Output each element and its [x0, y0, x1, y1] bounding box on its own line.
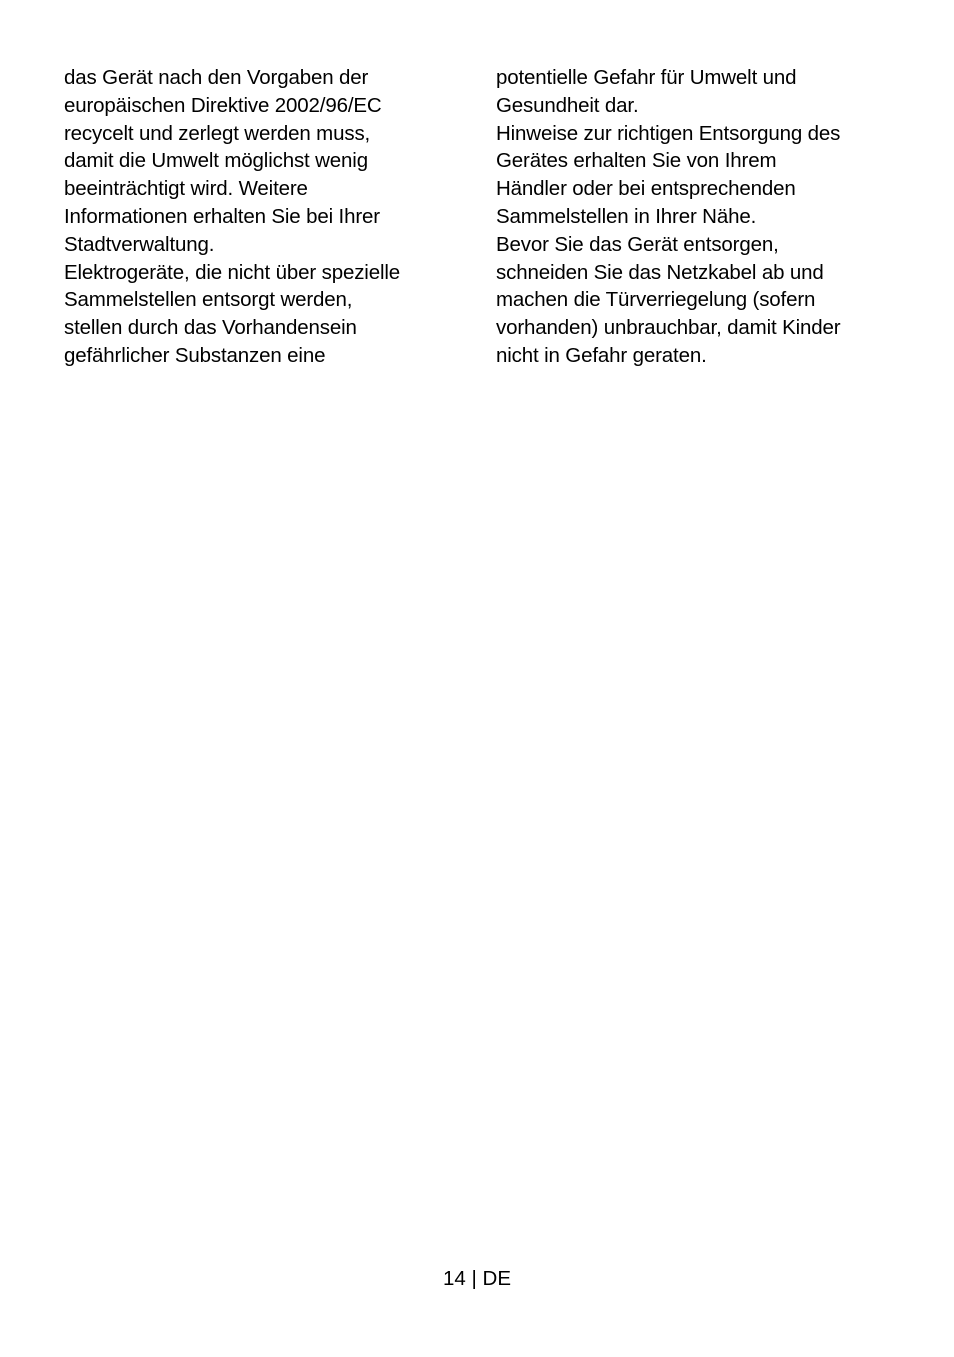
text-line: Stadtverwaltung. — [64, 232, 215, 256]
text-line: gefährlicher Substanzen eine — [64, 343, 326, 367]
text-line: Elektrogeräte, die nicht über spezielle — [64, 260, 401, 284]
text-line: Sammelstellen in Ihrer Nähe. — [496, 204, 757, 228]
text-line: recycelt und zerlegt werden muss, — [64, 121, 371, 145]
text-line: Hinweise zur richtigen Entsorgung des — [496, 121, 841, 145]
text-line: vorhanden) unbrauchbar, damit Kinder — [496, 316, 841, 340]
left-text-column — [64, 64, 464, 370]
text-line: das Gerät nach den Vorgaben der — [64, 66, 369, 89]
text-line: damit die Umwelt möglichst wenig — [64, 149, 368, 173]
text-line: schneiden Sie das Netzkabel ab und — [496, 260, 824, 284]
right-text-column — [496, 64, 906, 370]
text-line: Informationen erhalten Sie bei Ihrer — [64, 204, 380, 228]
text-line: Händler oder bei entsprechenden — [496, 177, 796, 201]
text-line: machen die Türverriegelung (sofern — [496, 288, 816, 312]
text-line: nicht in Gefahr geraten. — [496, 343, 707, 367]
text-line: europäischen Direktive 2002/96/EC — [64, 93, 382, 117]
text-line: beeinträchtigt wird. Weitere — [64, 177, 308, 201]
text-line: Gerätes erhalten Sie von Ihrem — [496, 149, 777, 173]
text-line: Sammelstellen entsorgt werden, — [64, 288, 353, 312]
text-line: Gesundheit dar. — [496, 93, 639, 117]
text-line: potentielle Gefahr für Umwelt und — [496, 66, 797, 89]
page-number-footer: 14 | DE — [443, 1267, 511, 1290]
text-line: Bevor Sie das Gerät entsorgen, — [496, 232, 779, 256]
text-line: stellen durch das Vorhandensein — [64, 316, 357, 340]
